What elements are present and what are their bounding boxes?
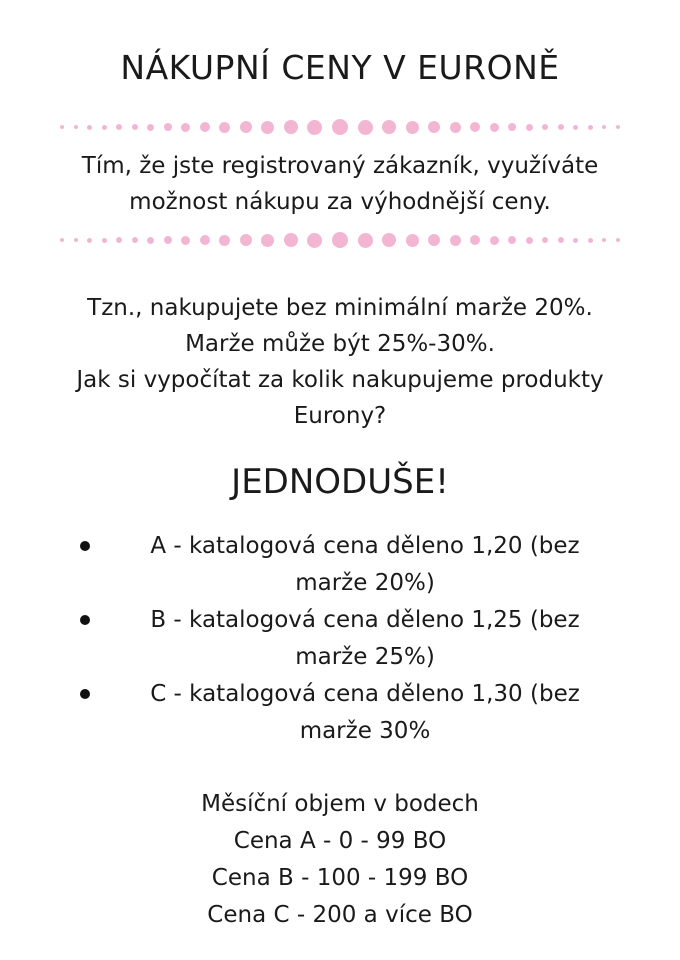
- bullet-icon: [80, 689, 90, 699]
- list-item: [60, 676, 640, 750]
- divider-dot: [200, 235, 210, 245]
- body-line: Tzn., nakupujete bez minimální marže 20%.: [87, 295, 593, 321]
- divider-dot: [526, 124, 533, 131]
- list-item: [60, 602, 640, 676]
- divider-dot: [542, 237, 548, 243]
- divider-dot: [558, 124, 564, 130]
- divider-dot: [102, 125, 107, 130]
- divider-dot: [307, 233, 322, 248]
- divider-dot: [450, 122, 461, 133]
- divider-dot: [219, 122, 230, 133]
- divider-dot: [382, 233, 396, 247]
- divider-dot: [406, 234, 419, 247]
- divider-dot: [261, 234, 274, 247]
- divider-dot: [147, 237, 154, 244]
- list-item-line: marže 25%): [295, 644, 435, 670]
- divider-dot: [358, 120, 373, 135]
- divider-dot: [116, 124, 122, 130]
- divider-dot: [588, 238, 593, 243]
- divider-dot: [490, 123, 499, 132]
- divider-dot: [332, 232, 348, 248]
- intro-text: [20, 148, 660, 220]
- page-title: NÁKUPNÍ CENY V EURONĚ: [120, 48, 560, 87]
- body-line: Marže může být 25%-30%.: [185, 331, 495, 357]
- divider-dot: [470, 235, 480, 245]
- divider-dot: [508, 236, 516, 244]
- divider-dot: [147, 124, 154, 131]
- list-item-line: A - katalogová cena děleno 1,20 (bez: [150, 533, 580, 559]
- body-text: [20, 290, 660, 434]
- divider-dot: [526, 237, 533, 244]
- divider-dot: [164, 123, 172, 131]
- divider-dot: [602, 238, 606, 242]
- dotted-divider-bottom: [60, 229, 620, 251]
- list-item-line: B - katalogová cena děleno 1,25 (bez: [150, 607, 580, 633]
- divider-dot: [358, 233, 373, 248]
- divider-dot: [573, 125, 578, 130]
- intro-line: Tím, že jste registrovaný zákazník, využíváte: [81, 153, 599, 179]
- list-item-line: C - katalogová cena děleno 1,30 (bez: [150, 681, 580, 707]
- divider-dot: [616, 125, 620, 129]
- intro-line: možnost nákupu za výhodnější ceny.: [129, 189, 551, 215]
- divider-dot: [60, 238, 64, 242]
- divider-dot: [164, 236, 172, 244]
- divider-dot: [219, 235, 230, 246]
- divider-dot: [406, 121, 419, 134]
- volume-row: Cena B - 100 - 199 BO: [211, 865, 469, 891]
- divider-dot: [542, 124, 548, 130]
- divider-dot: [470, 122, 480, 132]
- divider-dot: [616, 238, 620, 242]
- divider-dot: [261, 121, 274, 134]
- divider-dot: [588, 125, 593, 130]
- divider-dot: [200, 122, 210, 132]
- bullet-icon: [80, 541, 90, 551]
- divider-dot: [132, 237, 138, 243]
- divider-dot: [450, 235, 461, 246]
- divider-dot: [74, 125, 78, 129]
- body-line: Eurony?: [293, 403, 387, 429]
- divider-dot: [307, 120, 322, 135]
- divider-dot: [602, 125, 606, 129]
- price-tier-list: [60, 528, 640, 750]
- volume-row: Cena C - 200 a více BO: [207, 902, 473, 928]
- divider-dot: [573, 238, 578, 243]
- divider-dot: [284, 120, 298, 134]
- divider-dot: [87, 238, 92, 243]
- list-item-line: marže 30%: [299, 718, 431, 744]
- divider-dot: [87, 125, 92, 130]
- divider-dot: [382, 120, 396, 134]
- divider-dot: [490, 236, 499, 245]
- volume-heading: Měsíční objem v bodech: [201, 791, 479, 817]
- divider-dot: [181, 123, 190, 132]
- list-item-line: marže 20%): [295, 570, 435, 596]
- divider-dot: [60, 125, 64, 129]
- section-heading: JEDNODUŠE!: [231, 462, 449, 502]
- divider-dot: [428, 121, 440, 133]
- list-item: [60, 528, 640, 602]
- body-line: Jak si vypočítat za kolik nakupujeme produkty: [76, 367, 604, 393]
- divider-dot: [428, 234, 440, 246]
- divider-dot: [508, 123, 516, 131]
- divider-dot: [284, 233, 298, 247]
- monthly-volume-section: [0, 786, 680, 934]
- divider-dot: [74, 238, 78, 242]
- divider-dot: [116, 237, 122, 243]
- divider-dot: [102, 238, 107, 243]
- divider-dot: [240, 234, 252, 246]
- dotted-divider-top: [60, 116, 620, 138]
- divider-dot: [558, 237, 564, 243]
- volume-row: Cena A - 0 - 99 BO: [233, 828, 447, 854]
- bullet-icon: [80, 615, 90, 625]
- divider-dot: [240, 121, 252, 133]
- divider-dot: [132, 124, 138, 130]
- divider-dot: [332, 119, 348, 135]
- divider-dot: [181, 236, 190, 245]
